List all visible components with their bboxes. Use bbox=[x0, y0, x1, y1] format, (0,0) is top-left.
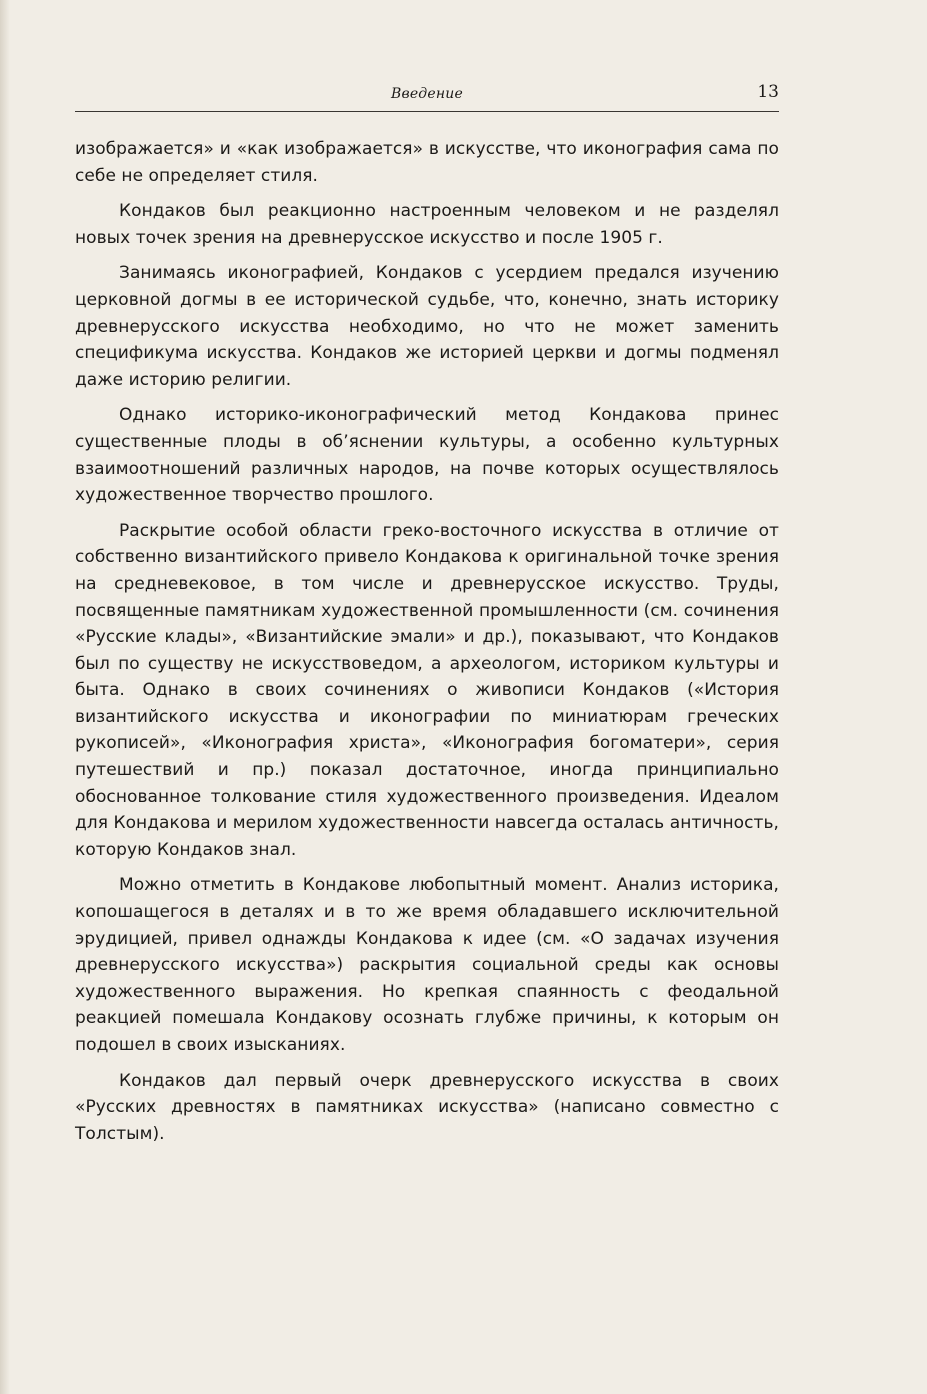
running-header bbox=[75, 78, 779, 112]
paragraph-4: Однако историко-иконографический метод Кондакова принес существенные плоды в об’яснении культуры, а особенно культурных взаимоотношений различных народов, на почве которых осуществлялось художественное творчество прошлого. bbox=[75, 405, 779, 506]
paragraph-5: Раскрытие особой области греко-восточного искусства в отличие от собственно византийского привело Кондакова к оригинальной точке зрения на средневековое, в том числе и древнерусское искусство. Труды, посвященные памятникам художественной промышленности (см. сочинения «Русские клады», «Византийские эмали» и др.), показывают, что Кондаков был по существу не искусствоведом, а археологом, историком культуры и быта. Однако в своих сочинениях о живописи Кондаков («История византийского искусства и иконографии по миниатюрам греческих рукописей», «Иконография христа», «Иконография богоматери», серия путешествий и пр.) показал достаточное, иногда принципиально обоснованное толкование стиля художественного произведения. Идеалом для Кондакова и мерилом художественности навсегда осталась античность, которую Кондаков знал. bbox=[75, 520, 779, 860]
paragraph-1: изображается» и «как изображается» в искусстве, что иконография сама по себе не определяет стиля. bbox=[75, 139, 779, 186]
page-number: 13 bbox=[757, 82, 779, 102]
paragraph-3: Занимаясь иконографией, Кондаков с усердием предался изучению церковной догмы в ее исторической судьбе, что, конечно, знать историку древнерусского искусства необходимо, но что не может заменить спецификума искусства. Кондаков же историей церкви и догмы подменял даже историю религии. bbox=[75, 263, 779, 390]
paragraph-2: Кондаков был реакционно настроенным человеком и не разделял новых точек зрения на древнерусское искусство и после 1905 г. bbox=[75, 201, 779, 248]
paragraph-7: Кондаков дал первый очерк древнерусского искусства в своих «Русских древностях в памятниках искусства» (написано совместно с Толстым). bbox=[75, 1070, 779, 1144]
header-rule bbox=[75, 111, 779, 112]
running-title: Введение bbox=[390, 86, 463, 102]
page-edge-shadow bbox=[0, 0, 10, 1394]
body-text bbox=[75, 136, 779, 1147]
paragraph-6: Можно отметить в Кондакове любопытный момент. Анализ историка, копошащегося в деталях и в то же время обладавшего исключительной эрудицией, привел однажды Кондакова к идее (см. «О задачах изучения древнерусского искусства») раскрытия социальной среды как основы художественного выражения. Но крепкая спаянность с феодальной реакцией помешала Кондакову осознать глубже причины, к которым он подошел в своих изысканиях. bbox=[75, 875, 779, 1055]
